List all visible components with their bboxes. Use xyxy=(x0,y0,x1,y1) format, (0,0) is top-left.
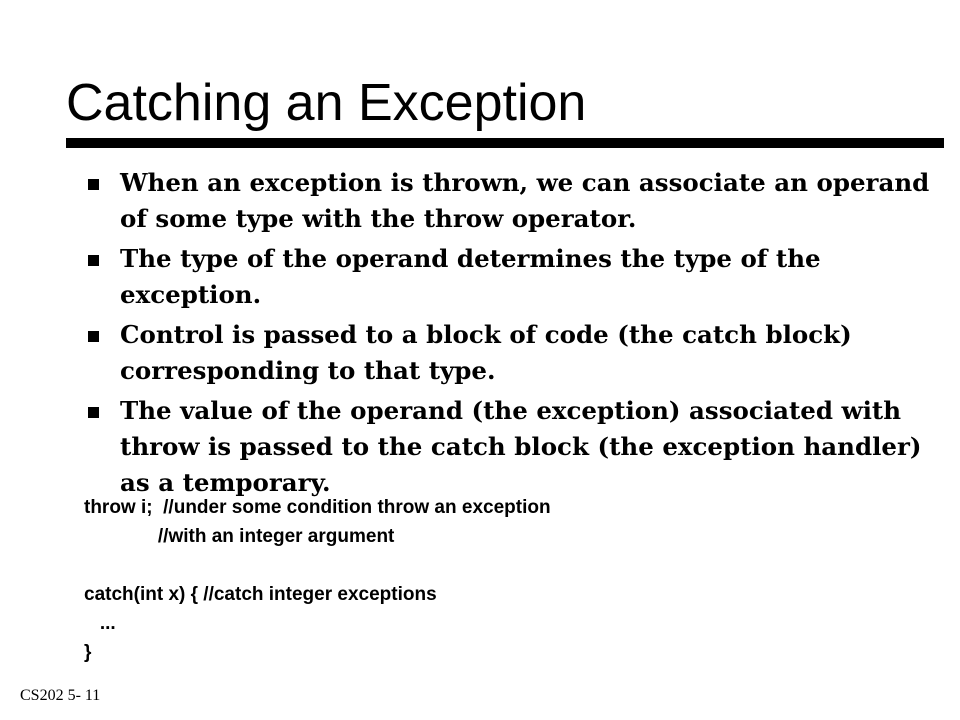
bullet-item xyxy=(88,317,948,389)
slide-footer: CS202 5- 11 xyxy=(20,687,101,704)
square-bullet-icon xyxy=(88,179,99,190)
code-snippet xyxy=(84,493,551,667)
bullet-item xyxy=(88,393,948,501)
bullet-item xyxy=(88,241,948,313)
square-bullet-icon xyxy=(88,331,99,342)
title-underline xyxy=(66,138,944,148)
bullet-text: When an exception is thrown, we can associate an operand of some type with the throw operator. xyxy=(120,168,930,233)
square-bullet-icon xyxy=(88,407,99,418)
slide-title: Catching an Exception xyxy=(66,74,587,132)
bullet-item xyxy=(88,165,948,237)
bullet-list xyxy=(88,165,948,505)
code-line: } xyxy=(84,642,92,663)
bullet-text: The type of the operand determines the type of the exception. xyxy=(120,244,821,309)
square-bullet-icon xyxy=(88,255,99,266)
code-line: catch(int x) { //catch integer exceptions xyxy=(84,584,437,605)
code-line xyxy=(84,551,551,580)
code-line: //with an integer argument xyxy=(84,526,395,547)
code-line: throw i; //under some condition throw an exception xyxy=(84,497,551,518)
code-line: ... xyxy=(84,613,116,634)
bullet-text: The value of the operand (the exception) associated with throw is passed to the catch block (the exception handler) as a temporary. xyxy=(120,396,922,497)
bullet-text: Control is passed to a block of code (the catch block) corresponding to that type. xyxy=(120,320,852,385)
